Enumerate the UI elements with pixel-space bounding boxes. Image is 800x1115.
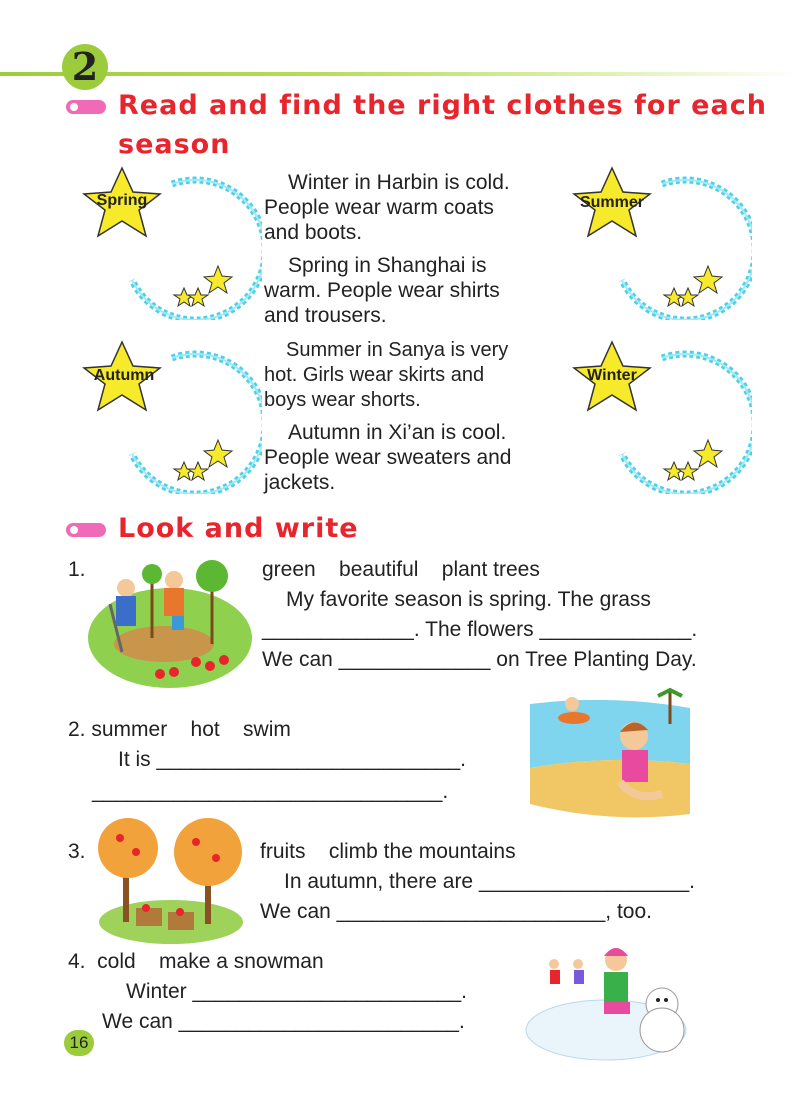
page-number: 16 xyxy=(64,1030,94,1056)
exercise3-line1[interactable]: In autumn, there are __________________. xyxy=(284,870,696,893)
bullet-pill-icon xyxy=(66,523,106,537)
section1-heading-line2: season xyxy=(118,129,231,160)
exercise4-line1[interactable]: Winter _______________________. xyxy=(126,980,467,1003)
spring-star-ring xyxy=(62,160,262,320)
paragraph-winter-harbin: Winter in Harbin is cold. People wear warm coats and boots. xyxy=(264,171,510,244)
beach-illustration xyxy=(530,684,690,824)
star-icon xyxy=(204,266,232,293)
winter-star-ring xyxy=(552,334,752,494)
section1-heading-line1: Read and find the right clothes for each xyxy=(118,90,767,121)
star-icon xyxy=(188,288,208,306)
section-number-badge: 2 xyxy=(62,44,108,90)
exercise1-number: 1. xyxy=(68,558,86,581)
exercise4-word-bank: 4. cold make a snowman xyxy=(68,950,324,973)
exercise1-line2[interactable]: _____________. The flowers _____________. xyxy=(262,618,698,641)
planting-trees-illustration xyxy=(86,548,254,688)
star-icon xyxy=(678,288,698,306)
exercise1-line1: My favorite season is spring. The grass xyxy=(286,588,651,611)
exercise3-word-bank: fruits climb the mountains xyxy=(260,840,516,863)
star-label-winter: Winter xyxy=(587,367,637,384)
star-icon xyxy=(694,440,722,467)
autumn-star-ring xyxy=(62,334,262,494)
exercise2-word-bank: 2. summer hot swim xyxy=(68,718,291,741)
exercise3-line2[interactable]: We can _______________________, too. xyxy=(260,900,652,923)
exercise2-line2[interactable]: ______________________________. xyxy=(92,780,449,803)
paragraph-spring-shanghai: Spring in Shanghai is warm. People wear shirts and trousers. xyxy=(264,254,500,327)
exercise3-number: 3. xyxy=(68,840,86,863)
exercise2-line1[interactable]: It is __________________________. xyxy=(118,748,466,771)
star-icon xyxy=(694,266,722,293)
paragraph-summer-sanya: Summer in Sanya is very hot. Girls wear skirts and boys wear shorts. xyxy=(264,339,509,411)
paragraph-autumn-xian: Autumn in Xi’an is cool. People wear sweaters and jackets. xyxy=(264,421,512,494)
orchard-illustration xyxy=(96,812,246,944)
star-label-summer: Summer xyxy=(579,194,645,211)
header-rule xyxy=(0,72,800,76)
exercise1-line3[interactable]: We can _____________ on Tree Planting Day. xyxy=(262,648,697,671)
star-label-spring: Spring xyxy=(96,192,148,209)
bullet-pill-icon xyxy=(66,100,106,114)
exercise1-word-bank: green beautiful plant trees xyxy=(262,558,540,581)
section2-heading: Look and write xyxy=(118,513,359,544)
exercise4-line2[interactable]: We can ________________________. xyxy=(102,1010,465,1033)
star-icon xyxy=(204,440,232,467)
star-icon xyxy=(188,462,208,480)
snowman-illustration xyxy=(524,934,688,1064)
star-label-autumn: Autumn xyxy=(93,367,155,384)
summer-star-ring xyxy=(552,160,752,320)
star-icon xyxy=(678,462,698,480)
